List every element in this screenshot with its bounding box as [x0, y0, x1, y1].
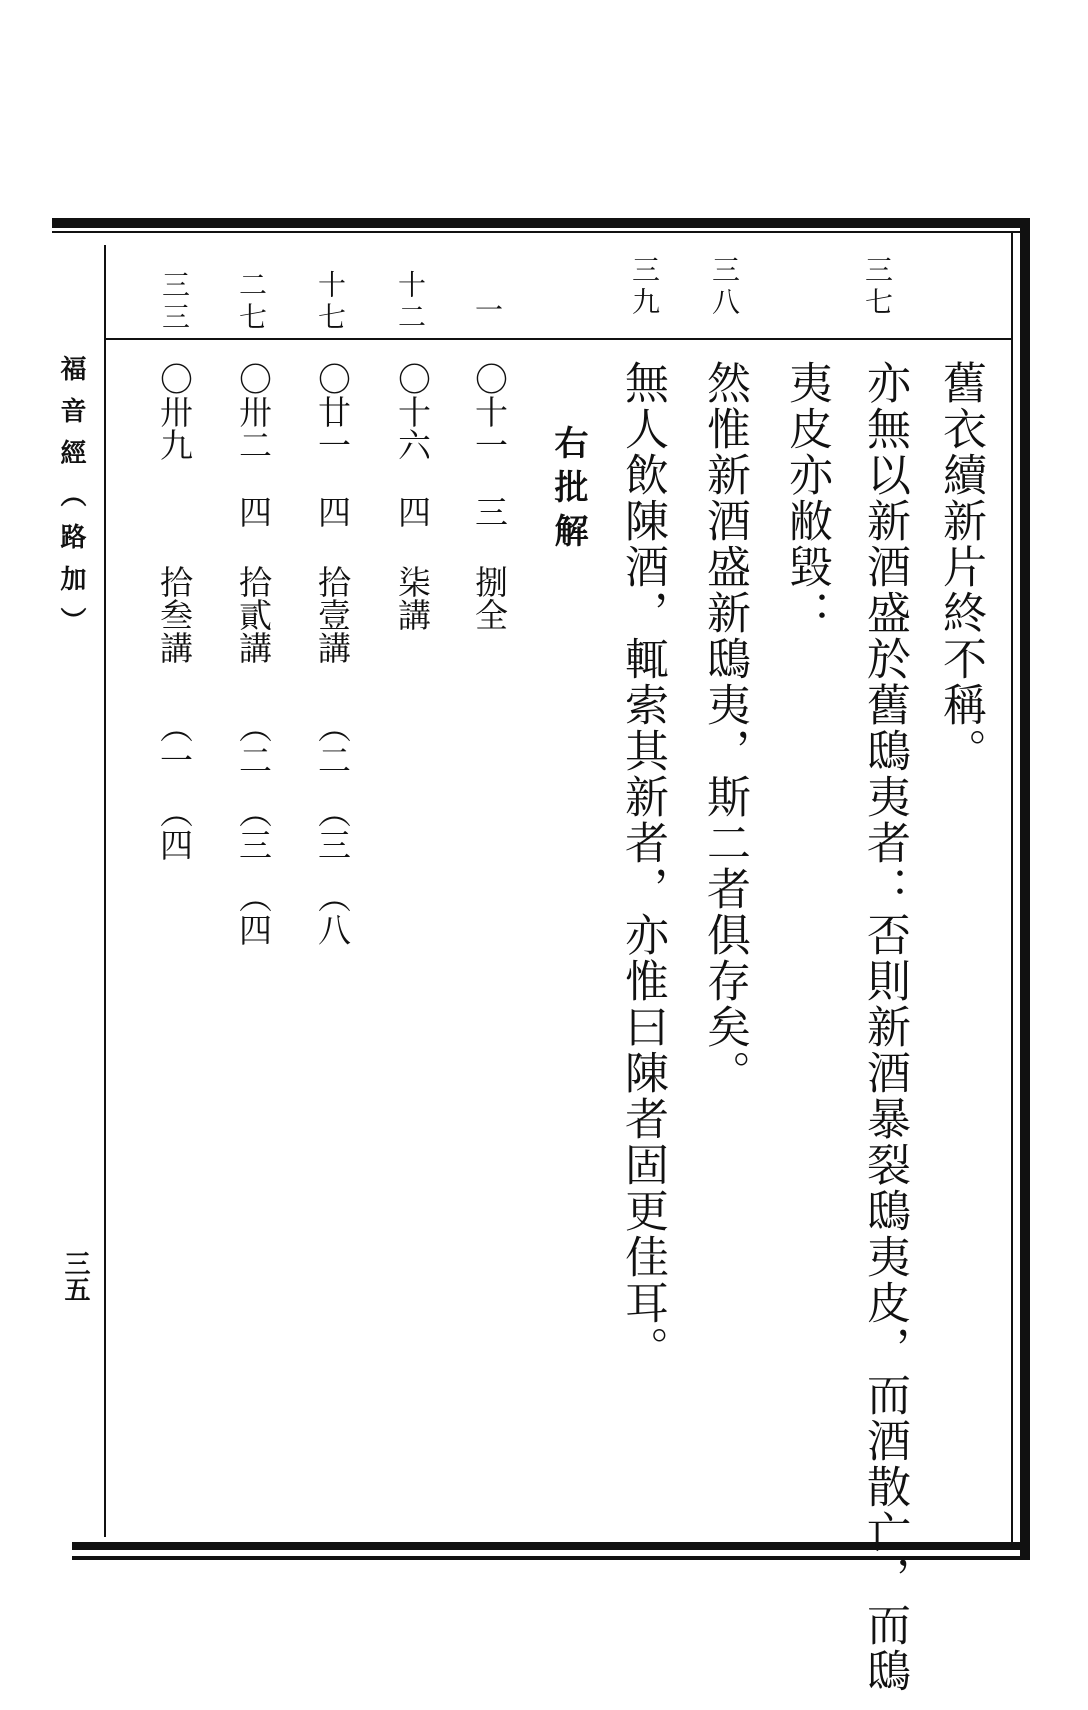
verse-number: 三八 — [708, 255, 741, 319]
frame-left-rule — [104, 245, 106, 1537]
verse-text: 亦無以新酒盛於舊鴟夷者：否則新酒暴裂鴟夷皮，而酒散亡，而鴟 — [859, 360, 910, 1694]
verse-number: 三七 — [861, 255, 894, 319]
margin-title: 福音經（路加） — [56, 355, 86, 649]
frame-right-rule-inner — [1011, 233, 1013, 1542]
ref-chapter: 〇十六 — [393, 362, 432, 461]
ref-lecture: 柒講 — [393, 565, 432, 631]
page-number: 三五 — [60, 1250, 90, 1302]
verse-text: 然惟新酒盛新鴟夷，斯二者俱存矣。 — [699, 360, 750, 1096]
commentary-heading: 右批解 — [548, 425, 588, 557]
ref-lecture: 拾貳講 — [234, 565, 273, 664]
ref-number: 三 — [470, 495, 509, 528]
frame-top-rule-inner — [52, 231, 1030, 233]
verse-text: 夷皮亦敝毀： — [781, 360, 832, 636]
ref-verse-number: 一 — [471, 295, 504, 327]
ref-chapter: 〇卅九 — [155, 362, 194, 461]
ref-chapter: 〇廿一 — [313, 362, 352, 461]
verse-number: 三九 — [628, 255, 661, 319]
verse-text: 無人飲陳酒，輒索其新者，亦惟曰陳者固更佳耳。 — [617, 360, 668, 1372]
header-band-rule — [104, 338, 1012, 340]
ref-chapter: 〇十一 — [470, 362, 509, 461]
frame-right-rule — [1020, 218, 1030, 1560]
ref-verse-number: 三三 — [158, 270, 191, 334]
ref-number: 四 — [234, 495, 273, 528]
ref-chapter: 〇卅二 — [234, 362, 273, 461]
ref-lecture: 捌全 — [470, 565, 509, 631]
ref-number: 四 — [393, 495, 432, 528]
ref-sub: （三 — [313, 795, 352, 861]
ref-verse-number: 十二 — [394, 270, 427, 334]
ref-sub: （二 — [313, 710, 352, 776]
frame-top-rule — [52, 218, 1030, 228]
ref-number: 四 — [313, 495, 352, 528]
ref-sub: （四 — [234, 880, 273, 946]
ref-verse-number: 十七 — [314, 270, 347, 334]
ref-lecture: 拾壹講 — [313, 565, 352, 664]
ref-lecture: 拾叁講 — [155, 565, 194, 664]
verse-text: 舊衣續新片終不稱。 — [935, 360, 986, 774]
ref-sub: （一 — [155, 710, 194, 776]
ref-sub: （二 — [234, 710, 273, 776]
ref-sub: （四 — [155, 795, 194, 861]
ref-verse-number: 二七 — [235, 270, 268, 334]
ref-sub: （三 — [234, 795, 273, 861]
ref-sub: （八 — [313, 880, 352, 946]
